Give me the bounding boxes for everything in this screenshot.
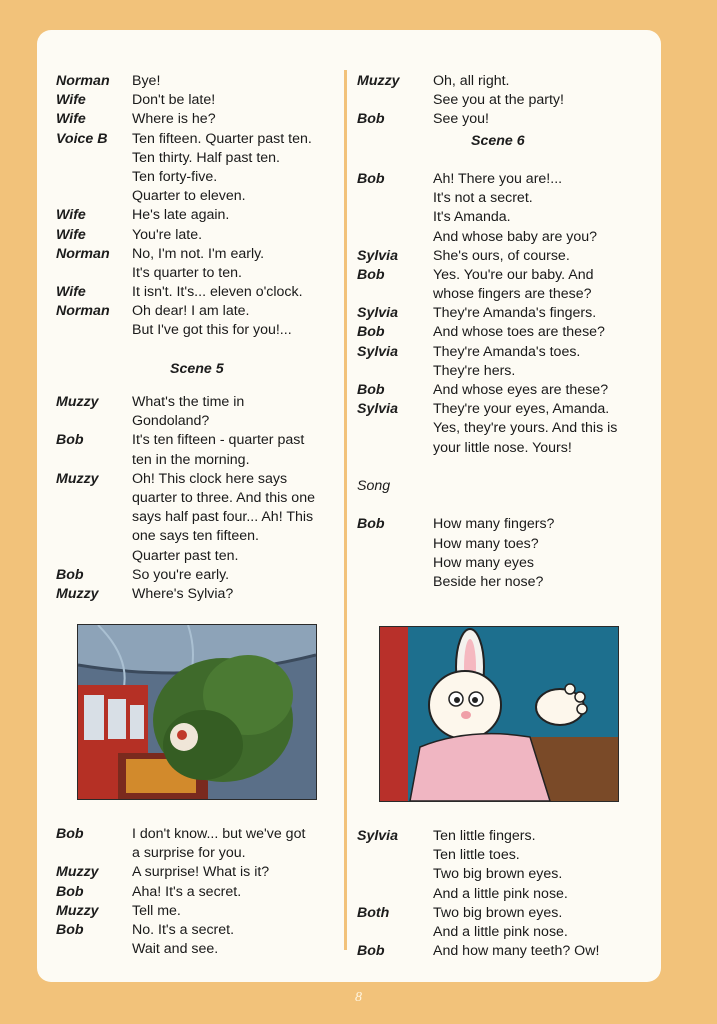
dialogue-text: See you at the party!	[433, 92, 564, 109]
speaker-name	[56, 451, 132, 470]
dialogue-text: ten in the morning.	[132, 451, 250, 468]
dialogue-line	[56, 470, 338, 489]
dialogue-line	[357, 904, 647, 923]
speaker-name: Wife	[56, 92, 86, 109]
dialogue-line	[56, 412, 338, 431]
dialogue-text: says half past four... Ah! This	[132, 509, 314, 526]
dialogue-text: She's ours, of course.	[433, 247, 570, 264]
dialogue-text: And how many teeth? Ow!	[433, 943, 600, 960]
dialogue-text: They're Amanda's toes.	[433, 343, 581, 360]
dialogue-line	[357, 189, 647, 208]
dialogue-text: Quarter past ten.	[132, 547, 239, 564]
dialogue-line	[357, 923, 647, 942]
dialogue-text: They're hers.	[433, 362, 516, 379]
song-heading	[357, 477, 647, 496]
dialogue-text: I don't know... but we've got	[132, 826, 306, 842]
speaker-name	[357, 362, 433, 381]
dialogue-text: How many fingers?	[433, 516, 555, 533]
dialogue-text: No. It's a secret.	[132, 921, 235, 938]
speaker-name: Norman	[56, 303, 110, 320]
dialogue-text: How many toes?	[433, 535, 539, 552]
dialogue-line	[56, 187, 338, 206]
dialogue-text: Ah! There you are!...	[433, 170, 563, 187]
dialogue-text: Bye!	[132, 73, 161, 89]
speaker-name: Sylvia	[357, 401, 399, 418]
left-column-top	[56, 72, 338, 604]
speaker-name	[56, 187, 132, 206]
speaker-name: Voice B	[56, 130, 108, 147]
speaker-name	[357, 228, 433, 247]
speaker-name	[357, 923, 433, 942]
dialogue-text: It isn't. It's... eleven o'clock.	[132, 284, 303, 301]
dialogue-line	[56, 547, 338, 566]
dialogue-text: Ten thirty. Half past ten.	[132, 149, 280, 166]
speaker-name: Muzzy	[56, 585, 99, 602]
dialogue-line	[56, 825, 338, 844]
speaker-name: Bob	[357, 943, 385, 960]
speaker-name: Bob	[357, 516, 385, 533]
dialogue-line	[357, 439, 647, 458]
speaker-name: Sylvia	[357, 305, 399, 322]
speaker-name: Sylvia	[357, 828, 399, 844]
speaker-name: Bob	[56, 566, 84, 583]
dialogue-line	[56, 72, 338, 91]
dialogue-line	[56, 321, 338, 340]
dialogue-line	[357, 208, 647, 227]
dialogue-text: He's late again.	[132, 207, 230, 224]
dialogue-line	[357, 285, 647, 304]
dialogue-line	[56, 149, 338, 168]
dialogue-line	[56, 168, 338, 187]
speaker-name: Bob	[357, 324, 385, 341]
scene-6-title: Scene 6	[471, 132, 525, 149]
speaker-name	[357, 208, 433, 227]
dialogue-text: A surprise! What is it?	[132, 864, 270, 881]
speaker-name	[357, 554, 433, 573]
dialogue-text: They're Amanda's fingers.	[433, 305, 597, 322]
dialogue-text: whose fingers are these?	[433, 286, 592, 303]
speaker-name: Bob	[357, 266, 385, 283]
dialogue-text: No, I'm not. I'm early.	[132, 245, 265, 262]
dialogue-line	[357, 266, 647, 285]
dialogue-text: Ten little toes.	[433, 847, 520, 864]
dialogue-text: But I've got this for you!...	[132, 322, 292, 339]
dialogue-text: And a little pink nose.	[433, 885, 568, 902]
speaker-name	[56, 527, 132, 546]
dialogue-text: And whose toes are these?	[433, 324, 605, 341]
dialogue-text: And a little pink nose.	[433, 923, 568, 940]
speaker-name	[56, 489, 132, 508]
speaker-name: Wife	[56, 284, 86, 301]
dialogue-text: It's quarter to ten.	[132, 264, 242, 281]
scene-5-title: Scene 5	[170, 360, 224, 377]
dialogue-text: Ten forty-five.	[132, 168, 218, 185]
dialogue-line	[56, 940, 338, 959]
column-divider	[344, 70, 347, 950]
dialogue-text: They're your eyes, Amanda.	[433, 401, 610, 418]
dialogue-text: So you're early.	[132, 566, 230, 583]
page-number: 8	[355, 990, 362, 1005]
dialogue-line	[56, 844, 338, 863]
speaker-name	[357, 439, 433, 458]
speaker-name	[357, 865, 433, 884]
speaker-name: Bob	[56, 432, 84, 449]
dialogue-line	[357, 343, 647, 362]
speaker-name	[357, 885, 433, 904]
speaker-name	[357, 573, 433, 592]
dialogue-line	[56, 206, 338, 225]
left-column-bottom	[56, 825, 338, 959]
speaker-name: Bob	[357, 111, 385, 128]
dialogue-line	[56, 451, 338, 470]
dialogue-text: Yes, they're yours. And this is	[433, 420, 618, 437]
dialogue-text: Two big brown eyes.	[433, 866, 563, 883]
speaker-name	[357, 419, 433, 438]
dialogue-text: Gondoland?	[132, 413, 210, 430]
speaker-name	[56, 547, 132, 566]
speaker-name: Bob	[357, 382, 385, 398]
dialogue-line	[56, 585, 338, 604]
dialogue-text: Wait and see.	[132, 941, 219, 958]
illustration-baby-amanda	[379, 626, 619, 802]
dialogue-line	[357, 362, 647, 381]
dialogue-line	[357, 573, 647, 592]
dialogue-line	[357, 419, 647, 438]
dialogue-text: Where is he?	[132, 111, 216, 128]
dialogue-text: one says ten fifteen.	[132, 528, 259, 545]
dialogue-text: Yes. You're our baby. And	[433, 266, 594, 283]
right-column-top	[357, 72, 647, 592]
dialogue-text: Oh dear! I am late.	[132, 303, 250, 320]
speaker-name	[357, 535, 433, 554]
dialogue-text: Where's Sylvia?	[132, 585, 234, 602]
speaker-name: Wife	[56, 226, 86, 243]
dialogue-line	[357, 846, 647, 865]
dialogue-text: Oh! This clock here says	[132, 470, 288, 487]
speaker-name: Wife	[56, 207, 86, 224]
dialogue-line	[56, 302, 338, 321]
speaker-name: Bob	[56, 826, 84, 842]
speaker-name: Norman	[56, 73, 110, 89]
dialogue-text: Two big brown eyes.	[433, 904, 563, 921]
dialogue-text: Beside her nose?	[433, 573, 544, 590]
dialogue-text: Don't be late!	[132, 92, 216, 109]
speaker-name: Norman	[56, 245, 110, 262]
speaker-name: Muzzy	[56, 864, 99, 881]
speaker-name	[56, 321, 132, 340]
dialogue-line	[357, 323, 647, 342]
dialogue-line	[56, 264, 338, 283]
dialogue-text: your little nose. Yours!	[433, 439, 572, 456]
dialogue-text: It's ten fifteen - quarter past	[132, 432, 305, 449]
dialogue-line	[357, 247, 647, 266]
dialogue-text: See you!	[433, 111, 490, 128]
speaker-name	[357, 91, 433, 110]
dialogue-line	[56, 566, 338, 585]
speaker-name	[56, 844, 132, 863]
dialogue-line	[357, 91, 647, 110]
speaker-name: Muzzy	[56, 902, 99, 919]
dialogue-line	[56, 489, 338, 508]
dialogue-text: quarter to three. And this one	[132, 489, 315, 506]
dialogue-text: It's not a secret.	[433, 190, 533, 207]
speaker-name: Bob	[56, 921, 84, 938]
dialogue-line	[56, 393, 338, 412]
illustration-muzzy-spaceship	[77, 624, 317, 800]
dialogue-text: It's Amanda.	[433, 209, 511, 226]
dialogue-line	[56, 527, 338, 546]
dialogue-line	[357, 110, 647, 129]
speaker-name	[357, 846, 433, 865]
dialogue-line	[357, 170, 647, 189]
dialogue-line	[56, 110, 338, 129]
dialogue-line	[357, 885, 647, 904]
dialogue-text: What's the time in	[132, 394, 245, 410]
dialogue-line	[56, 130, 338, 149]
speaker-name: Bob	[56, 883, 84, 900]
dialogue-line	[56, 283, 338, 302]
dialogue-text: Ten little fingers.	[433, 828, 536, 844]
dialogue-text: And whose baby are you?	[433, 228, 598, 245]
dialogue-line	[56, 226, 338, 245]
dialogue-line	[56, 91, 338, 110]
dialogue-line	[56, 902, 338, 921]
right-column-bottom	[357, 827, 647, 961]
song-label: Song	[357, 477, 391, 494]
dialogue-line	[357, 554, 647, 573]
dialogue-line	[357, 535, 647, 554]
dialogue-text: Aha! It's a secret.	[132, 883, 242, 900]
speaker-name	[56, 412, 132, 431]
speaker-name	[357, 189, 433, 208]
dialogue-text: Oh, all right.	[433, 73, 510, 89]
dialogue-line	[357, 827, 647, 846]
speaker-name	[56, 940, 132, 959]
speaker-name: Sylvia	[357, 343, 399, 360]
speaker-name	[56, 168, 132, 187]
dialogue-line	[56, 245, 338, 264]
speaker-name	[56, 149, 132, 168]
dialogue-text: Ten fifteen. Quarter past ten.	[132, 130, 312, 147]
speaker-name	[357, 285, 433, 304]
speaker-name	[56, 264, 132, 283]
speaker-name: Muzzy	[56, 394, 99, 410]
speaker-name	[56, 508, 132, 527]
dialogue-line	[357, 72, 647, 91]
dialogue-line	[357, 865, 647, 884]
dialogue-line	[357, 942, 647, 961]
dialogue-line	[357, 515, 647, 534]
speaker-name: Wife	[56, 111, 86, 128]
dialogue-text: How many eyes	[433, 554, 534, 571]
speaker-name: Muzzy	[56, 470, 99, 487]
dialogue-line	[56, 883, 338, 902]
speaker-name: Muzzy	[357, 73, 400, 89]
speaker-name: Both	[357, 904, 390, 921]
dialogue-line	[56, 508, 338, 527]
dialogue-line	[357, 400, 647, 419]
speaker-name: Bob	[357, 170, 385, 187]
dialogue-line	[357, 228, 647, 247]
dialogue-line	[56, 863, 338, 882]
dialogue-line	[56, 921, 338, 940]
dialogue-text: And whose eyes are these?	[433, 382, 609, 398]
dialogue-text: You're late.	[132, 226, 203, 243]
dialogue-line	[357, 381, 647, 400]
dialogue-line	[357, 304, 647, 323]
dialogue-text: Quarter to eleven.	[132, 188, 246, 205]
speaker-name: Sylvia	[357, 247, 399, 264]
dialogue-line	[56, 431, 338, 450]
dialogue-text: a surprise for you.	[132, 845, 246, 862]
dialogue-text: Tell me.	[132, 902, 181, 919]
